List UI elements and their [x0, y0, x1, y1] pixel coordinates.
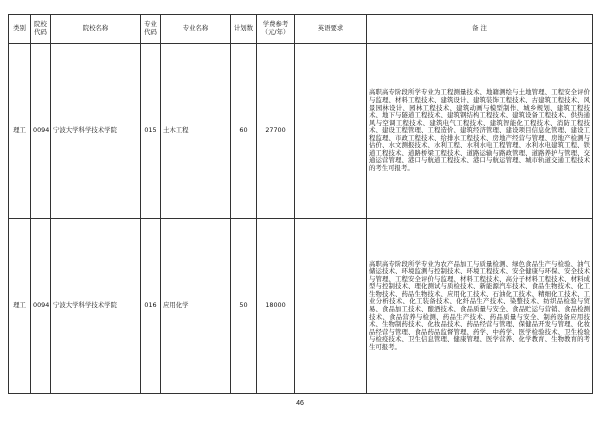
cell-english-req [295, 219, 367, 394]
header-remarks: 备 注 [367, 15, 593, 44]
cell-english-req [295, 44, 367, 219]
table-row [9, 44, 593, 219]
cell-major-name: 土木工程 [161, 44, 231, 219]
header-school-code: 院校代码 [31, 15, 51, 44]
header-category: 类别 [9, 15, 31, 44]
cell-major-code: 016 [141, 219, 161, 394]
table-row [9, 219, 593, 394]
header-school-name: 院校名称 [51, 15, 141, 44]
cell-school-name: 宁波大学科学技术学院 [51, 219, 141, 394]
cell-category: 理工 [9, 44, 31, 219]
cell-tuition: 18000 [257, 219, 295, 394]
cell-tuition: 27700 [257, 44, 295, 219]
cell-category: 理工 [9, 219, 31, 394]
header-major-name: 专业名称 [161, 15, 231, 44]
page-number: 46 [296, 400, 304, 407]
header-english-req: 英语要求 [295, 15, 367, 44]
cell-remarks: 高职高专阶段所学专业为工程测量技术、地籍测绘与土地管理、工程安全评价与监理、材料工程技术、建筑设计、建筑装饰工程技术、古建筑工程技术、风景园林设计、园林工程技术、建筑动画与模型制作、城乡规划、建筑工程技术、地下与隧道工程技术、建筑钢结构工程技术、建筑设备工程技术、供热通风与空调工程技术、建筑电气工程技术、建筑智能化工程技术、消防工程技术、建设工程管理、工程造价、建筑经济管理、建设项目信息化管理、建设工程监理、市政工程技术、给排水工程技术、房地产经营与管理、房地产检测与估价、水文测报技术、水利工程、水利水电工程管理、水利水电建筑工程、铁道工程技术、道路桥梁工程技术、道路运输与路政管理、道路养护与管理、交通运营管理、港口与航道工程技术、港口与航运管理、城市轨道交通工程技术的考生可报考。 [367, 44, 593, 219]
header-major-code: 专业代码 [141, 15, 161, 44]
cell-plan-count: 60 [231, 44, 257, 219]
cell-major-name: 应用化学 [161, 219, 231, 394]
admission-table [8, 14, 593, 394]
cell-plan-count: 50 [231, 219, 257, 394]
cell-school-code: 0094 [31, 219, 51, 394]
header-plan-count: 计划数 [231, 15, 257, 44]
cell-school-name: 宁波大学科学技术学院 [51, 44, 141, 219]
header-tuition: 学费参考（元/年） [257, 15, 295, 44]
cell-major-code: 015 [141, 44, 161, 219]
cell-remarks: 高职高专阶段所学专业为农产品加工与质量检测、绿色食品生产与检验、油气储运技术、环境监测与控制技术、环境工程技术、安全健康与环保、安全技术与管理、工程安全评价与监理、材料工程技术、高分子材料工程技术、材料成型与控制技术、理化测试与质检技术、新能源汽车技术、食品生物技术、化工生物技术、药品生物技术、应用化工技术、石油化工技术、精细化工技术、工业分析技术、化工装备技术、化纤品生产技术、染整技术、纺织品检验与贸易、食品加工技术、酿酒技术、食品质量与安全、食品贮运与营销、食品检测技术、食品营养与检测、药品生产技术、药品质量与安全、制药设备应用技术、生物制药技术、化妆品技术、药品经营与管理、保健品开发与管理、化妆品经营与管理、食品药品监督管理、药学、中药学、医学检验技术、卫生检验与检疫技术、卫生信息管理、健康管理、医学营养、化学教育、生物教育的考生可报考。 [367, 219, 593, 394]
header-row [9, 15, 593, 44]
cell-school-code: 0094 [31, 44, 51, 219]
